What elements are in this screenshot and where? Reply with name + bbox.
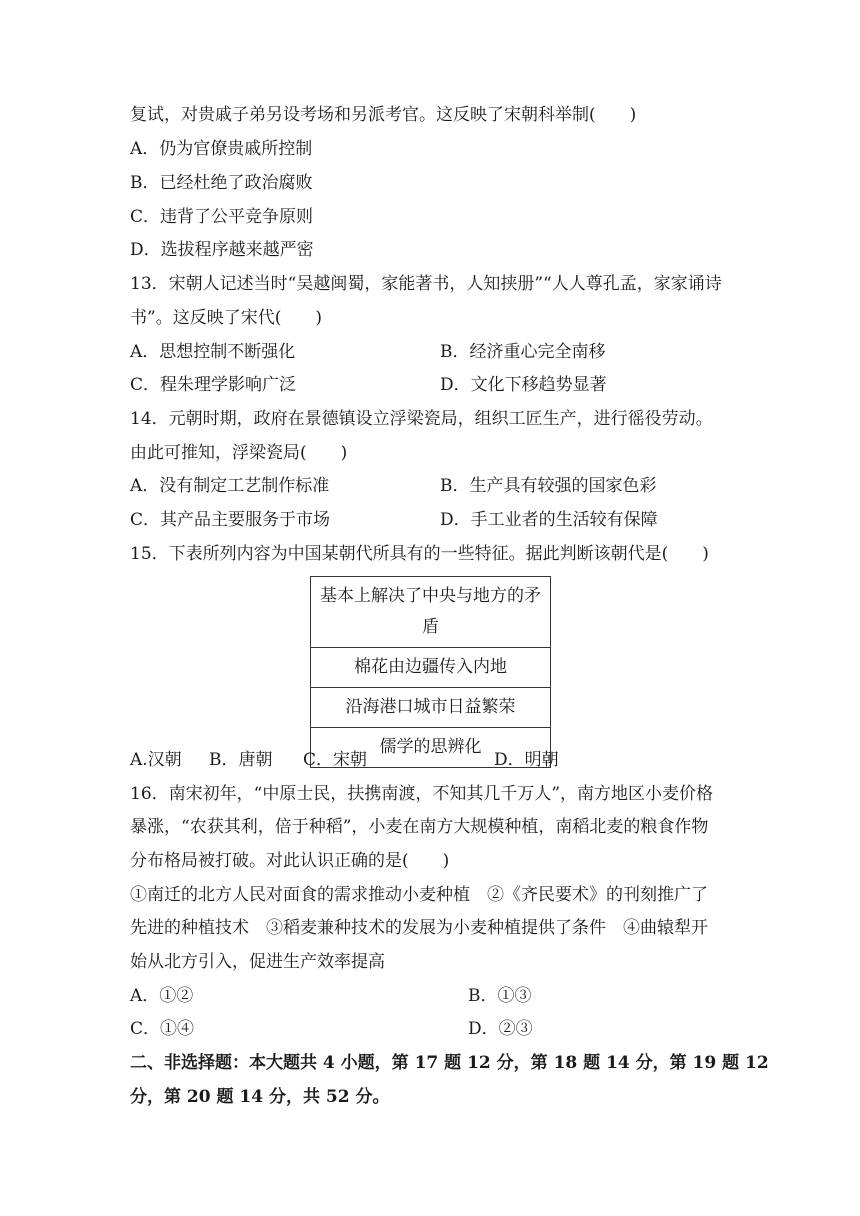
q16-option-b: B．①③: [468, 986, 532, 1006]
q13-option-b: B．经济重心完全南移: [440, 342, 606, 362]
table-row: 儒学的思辨化: [311, 728, 551, 768]
q13-option-d: D．文化下移趋势显著: [440, 375, 607, 395]
q15-option-b: B．唐朝: [209, 750, 273, 770]
q14-stem-line2: 由此可推知，浮梁瓷局( ): [130, 443, 348, 463]
section2-heading-line2: 分，第 20 题 14 分，共 52 分。: [130, 1087, 390, 1107]
q12-option-c: C．违背了公平竞争原则: [130, 207, 314, 227]
q16-statements-line2: 先进的种植技术 ③稻麦兼种技术的发展为小麦种植提供了条件 ④曲辕犁开: [130, 918, 708, 938]
q16-stem-line1: 16．南宋初年，“中原士民，扶携南渡，不知其几千万人”，南方地区小麦价格: [130, 784, 714, 804]
q16-option-d: D．②③: [468, 1019, 533, 1039]
q12-option-b: B．已经杜绝了政治腐败: [130, 173, 313, 193]
q16-statements-line1: ①南迁的北方人民对面食的需求推动小麦种植 ②《齐民要术》的刊刻推广了: [130, 885, 708, 905]
q14-option-a: A．没有制定工艺制作标准: [130, 476, 330, 496]
q16-option-c: C．①④: [130, 1019, 195, 1039]
q16-option-a: A．①②: [130, 986, 194, 1006]
q16-stem-line3: 分布格局被打破。对此认识正确的是( ): [130, 851, 450, 871]
q13-option-c: C．程朱理学影响广泛: [130, 375, 297, 395]
q16-statements-line3: 始从北方引入，促进生产效率提高: [130, 952, 385, 972]
q14-option-b: B．生产具有较强的国家色彩: [440, 476, 657, 496]
q15-stem: 15．下表所列内容为中国某朝代所具有的一些特征。据此判断该朝代是( ): [130, 544, 709, 564]
q13-option-a: A．思想控制不断强化: [130, 342, 296, 362]
q16-stem-line2: 暴涨，“农获其利，倍于种稻”，小麦在南方大规模种植，南稻北麦的粮食作物: [130, 817, 709, 837]
q14-stem-line1: 14．元朝时期，政府在景德镇设立浮梁瓷局，组织工匠生产，进行徭役劳动。: [130, 409, 713, 429]
q14-option-d: D．手工业者的生活较有保障: [440, 510, 658, 530]
q15-option-a: A.汉朝: [130, 750, 182, 770]
q12-option-a: A．仍为官僚贵戚所控制: [130, 139, 313, 159]
q15-feature-table: [310, 576, 551, 768]
table-row: 沿海港口城市日益繁荣: [311, 688, 551, 728]
q14-option-c: C．其产品主要服务于市场: [130, 510, 331, 530]
table-row: 棉花由边疆传入内地: [311, 648, 551, 688]
q13-stem-line1: 13．宋朝人记述当时“吴越闽蜀，家能著书，人知挟册”“人人尊孔孟，家家诵诗: [130, 274, 722, 294]
q15-option-c: C．宋朝: [303, 750, 368, 770]
section2-heading-line1: 二、非选择题：本大题共 4 小题，第 17 题 12 分，第 18 题 14 分，第 19 题 12: [130, 1053, 769, 1073]
table-row: 基本上解决了中央与地方的矛盾: [311, 577, 551, 648]
q13-stem-line2: 书”。这反映了宋代( ): [130, 308, 322, 328]
q15-option-d: D．明朝: [494, 750, 559, 770]
q12-stem-tail: 复试，对贵戚子弟另设考场和另派考官。这反映了宋朝科举制( ): [130, 105, 637, 125]
q12-option-d: D．选拔程序越来越严密: [130, 240, 314, 260]
